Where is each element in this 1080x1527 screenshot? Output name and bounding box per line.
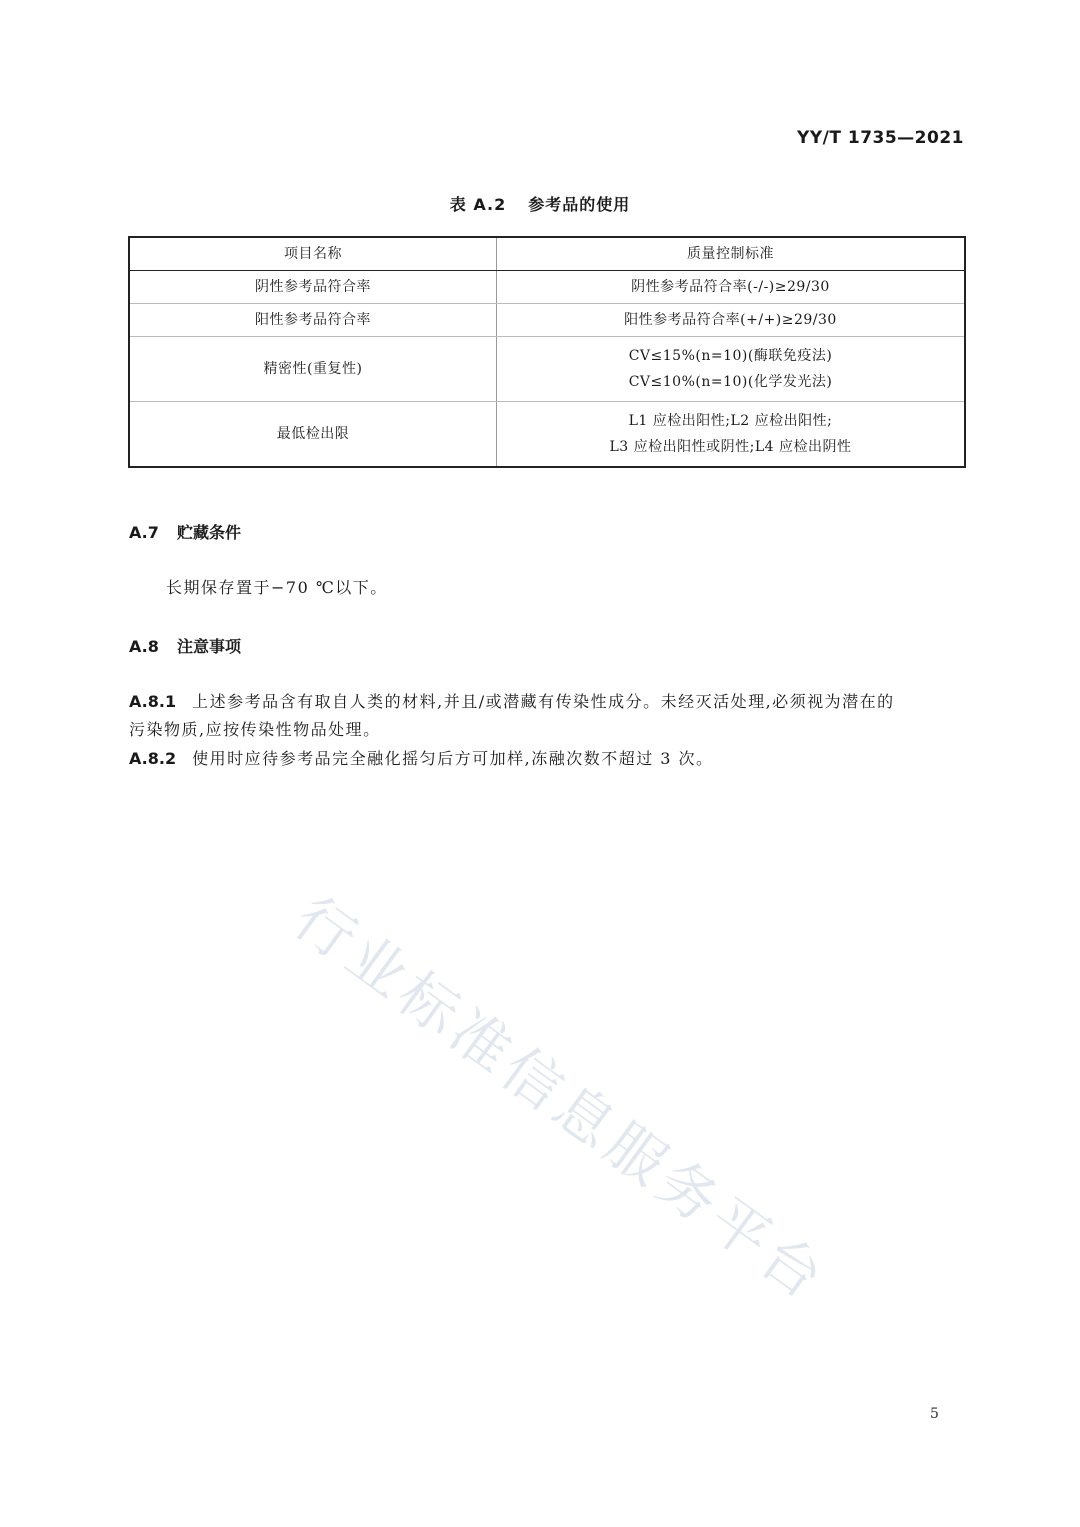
- table-row: [129, 304, 965, 337]
- section-number: A.8: [129, 637, 159, 656]
- clause-line: [129, 745, 969, 773]
- cell-standard-line: L3 应检出阳性或阴性;L4 应检出阴性: [609, 439, 852, 455]
- section-title: 贮藏条件: [177, 523, 242, 542]
- clause-text: 上述参考品含有取自人类的材料,并且/或潜藏有传染性成分。未经灭活处理,必须视为潜在的: [192, 692, 895, 711]
- cell-standard-line: CV≤15%(n=10)(酶联免疫法): [628, 348, 833, 364]
- clause-a82: [129, 745, 969, 773]
- cell-standard: [497, 304, 966, 337]
- cell-standard-line: CV≤10%(n=10)(化学发光法): [628, 374, 833, 390]
- standard-code: YY/T 1735—2021: [797, 128, 964, 148]
- table-caption: [0, 192, 1080, 215]
- clause-text: 使用时应待参考品完全融化摇匀后方可加样,冻融次数不超过 3 次。: [192, 749, 714, 768]
- page-number: 5: [930, 1406, 939, 1422]
- clause-a81: [129, 688, 969, 744]
- section-heading-a8: [129, 634, 241, 657]
- cell-item: 阴性参考品符合率: [129, 271, 497, 304]
- cell-standard-line: L1 应检出阳性;L2 应检出阳性;: [628, 413, 833, 429]
- reference-usage-table: [128, 236, 966, 468]
- cell-standard: [497, 402, 966, 468]
- cell-standard: [497, 271, 966, 304]
- storage-text: 长期保存置于−70 ℃以下。: [166, 578, 388, 597]
- clause-line: 污染物质,应按传染性物品处理。: [129, 720, 381, 739]
- clause-line: [129, 688, 969, 716]
- table-row: [129, 337, 965, 402]
- section-heading-a7: [129, 520, 241, 543]
- table-caption-number: 表 A.2: [449, 195, 507, 214]
- cell-item: 精密性(重复性): [129, 337, 497, 402]
- clause-number: A.8.1: [129, 692, 177, 711]
- table-row: [129, 402, 965, 468]
- cell-standard-line: 阳性参考品符合率(+/+)≥29/30: [624, 312, 837, 328]
- clause-number: A.8.2: [129, 749, 177, 768]
- table-header-row: [129, 237, 965, 271]
- section-title: 注意事项: [177, 637, 242, 656]
- cell-item: 阳性参考品符合率: [129, 304, 497, 337]
- section-number: A.7: [129, 523, 159, 542]
- table-caption-title: 参考品的使用: [528, 195, 631, 214]
- cell-item: 最低检出限: [129, 402, 497, 468]
- table-row: [129, 271, 965, 304]
- column-header-item: 项目名称: [129, 237, 497, 271]
- column-header-standard: 质量控制标准: [497, 237, 966, 271]
- cell-standard: [497, 337, 966, 402]
- watermark: 行业标准信息服务平台: [282, 883, 840, 1315]
- cell-standard-line: 阴性参考品符合率(-/-)≥29/30: [631, 279, 830, 295]
